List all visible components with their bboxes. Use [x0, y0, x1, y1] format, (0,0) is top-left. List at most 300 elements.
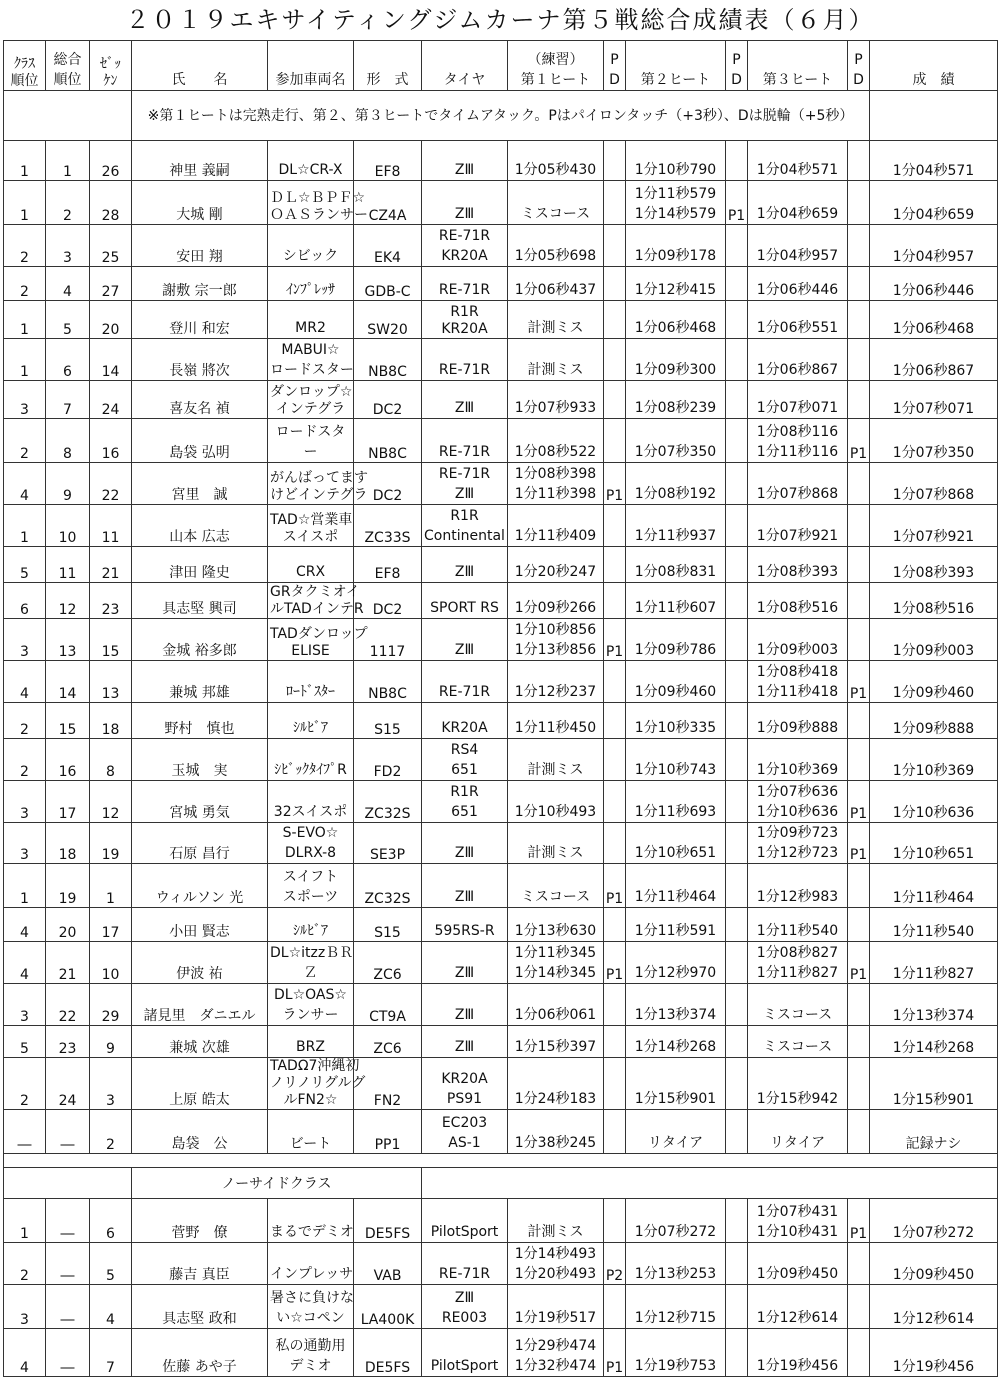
penalty2-cell [726, 463, 748, 505]
model-cell: NB8C [354, 339, 422, 381]
header-model: 形 式 [354, 41, 422, 91]
model-cell: S15 [354, 908, 422, 942]
heat2-cell: リタイア [626, 1110, 726, 1154]
tire-cell: R1R Continental [422, 505, 508, 547]
bib-cell: 10 [90, 942, 132, 984]
heat2-cell: 1分12秒970 [626, 942, 726, 984]
class-rank-cell: 3 [4, 619, 46, 661]
bib-cell: 20 [90, 301, 132, 339]
result-cell: 1分14秒268 [870, 1026, 998, 1058]
heat1-cell: 1分07秒933 [508, 381, 604, 419]
penalty2-cell [726, 547, 748, 583]
result-cell: 1分13秒374 [870, 984, 998, 1026]
table-row [4, 301, 998, 339]
model-cell: DC2 [354, 583, 422, 619]
result-cell: 1分15秒901 [870, 1058, 998, 1110]
overall-rank-cell: 24 [46, 1058, 90, 1110]
overall-rank-cell: 9 [46, 463, 90, 505]
heat1-cell: 1分05秒698 [508, 225, 604, 267]
heat3-cell: 1分07秒636 1分10秒636 [748, 781, 848, 823]
class-rank-cell: ― [4, 1110, 46, 1154]
heat2-cell: 1分11秒607 [626, 583, 726, 619]
bib-cell: 5 [90, 1243, 132, 1285]
tire-cell: RE-71R [422, 267, 508, 301]
heat1-cell: 計測ミス [508, 739, 604, 781]
penalty2-cell [726, 739, 748, 781]
car-name-cell: ＤＬ☆ＢＰＦ☆ ＯＡＳランサー [268, 181, 354, 225]
heat1-cell: 1分29秒474 1分32秒474 [508, 1329, 604, 1377]
penalty3-cell [848, 381, 870, 419]
model-cell: EF8 [354, 547, 422, 583]
table-row [4, 823, 998, 864]
bib-cell: 7 [90, 1329, 132, 1377]
tire-cell: RE-71R [422, 339, 508, 381]
class-rank-cell: 2 [4, 1243, 46, 1285]
class-rank-cell: 3 [4, 1285, 46, 1329]
heat3-cell: 1分04秒571 [748, 141, 848, 181]
penalty3-cell [848, 619, 870, 661]
tire-cell: RE-71R [422, 419, 508, 463]
tire-cell: ZⅢ [422, 381, 508, 419]
overall-rank-cell: ― [46, 1110, 90, 1154]
heat3-cell: ミスコース [748, 1026, 848, 1058]
penalty1-cell [604, 1110, 626, 1154]
model-cell: NB8C [354, 661, 422, 703]
bib-cell: 18 [90, 703, 132, 739]
bib-cell: 1 [90, 864, 132, 908]
car-name-cell: ｼﾋﾞｯｸﾀｲﾌﾟR [268, 739, 354, 781]
heat3-cell: 1分04秒659 [748, 181, 848, 225]
heat3-cell: 1分04秒957 [748, 225, 848, 267]
model-cell: EK4 [354, 225, 422, 267]
table-row [4, 619, 998, 661]
model-cell: DE5FS [354, 1199, 422, 1243]
penalty2-cell [726, 1199, 748, 1243]
overall-rank-cell: 10 [46, 505, 90, 547]
name-cell: 安田 翔 [132, 225, 268, 267]
penalty2-cell [726, 267, 748, 301]
car-name-cell: 私の通勤用 デミオ [268, 1329, 354, 1377]
heat3-cell: 1分09秒003 [748, 619, 848, 661]
result-cell: 1分09秒003 [870, 619, 998, 661]
name-cell: 島袋 公 [132, 1110, 268, 1154]
name-cell: 野村 慎也 [132, 703, 268, 739]
penalty2-cell [726, 381, 748, 419]
tire-cell: RE-71R [422, 1243, 508, 1285]
table-row [4, 381, 998, 419]
penalty3-cell [848, 1329, 870, 1377]
name-cell: 宮里 誠 [132, 463, 268, 505]
penalty3-cell [848, 463, 870, 505]
heat3-cell: 1分12秒614 [748, 1285, 848, 1329]
result-cell: 1分04秒571 [870, 141, 998, 181]
penalty2-cell [726, 1026, 748, 1058]
overall-rank-cell: ― [46, 1329, 90, 1377]
result-cell: 1分07秒921 [870, 505, 998, 547]
page-title: ２０１９エキサイティングジムカーナ第５戦総合成績表（６月） [125, 6, 875, 34]
heat2-cell: 1分08秒831 [626, 547, 726, 583]
penalty1-cell: P1 [604, 864, 626, 908]
table-row [4, 739, 998, 781]
model-cell: SE3P [354, 823, 422, 864]
result-cell: 1分07秒350 [870, 419, 998, 463]
heat1-cell: 計測ミス [508, 1199, 604, 1243]
table-row [4, 781, 998, 823]
penalty2-cell [726, 1329, 748, 1377]
car-name-cell: ｲﾝﾌﾟﾚｯｻ [268, 267, 354, 301]
heat2-cell: 1分12秒715 [626, 1285, 726, 1329]
heat1-cell: 1分08秒522 [508, 419, 604, 463]
heat2-cell: 1分09秒178 [626, 225, 726, 267]
penalty3-cell: P1 [848, 823, 870, 864]
heat3-cell: 1分06秒867 [748, 339, 848, 381]
class-rank-cell: 1 [4, 1199, 46, 1243]
heat3-cell: 1分15秒942 [748, 1058, 848, 1110]
heat3-cell: 1分08秒827 1分11秒827 [748, 942, 848, 984]
tire-cell: ZⅢ [422, 823, 508, 864]
tire-cell: KR20A PS91 [422, 1058, 508, 1110]
result-cell: 1分12秒614 [870, 1285, 998, 1329]
name-cell: 上原 皓太 [132, 1058, 268, 1110]
result-cell: 1分06秒468 [870, 301, 998, 339]
table-row [4, 141, 998, 181]
name-cell: 謝敷 宗一郎 [132, 267, 268, 301]
name-cell: 兼城 邦雄 [132, 661, 268, 703]
table-row [4, 339, 998, 381]
result-cell: 1分09秒888 [870, 703, 998, 739]
result-cell: 記録ナシ [870, 1110, 998, 1154]
penalty2-cell [726, 1285, 748, 1329]
model-cell: ZC32S [354, 781, 422, 823]
bib-cell: 11 [90, 505, 132, 547]
heat3-cell: 1分08秒418 1分11秒418 [748, 661, 848, 703]
heat2-cell: 1分15秒901 [626, 1058, 726, 1110]
heat3-cell: 1分07秒431 1分10秒431 [748, 1199, 848, 1243]
penalty1-cell [604, 1026, 626, 1058]
model-cell: DC2 [354, 463, 422, 505]
car-name-cell: ダンロップ☆ インテグラ [268, 381, 354, 419]
overall-rank-cell: 13 [46, 619, 90, 661]
class-rank-cell: 4 [4, 942, 46, 984]
tire-cell: ZⅢ [422, 984, 508, 1026]
car-name-cell: TADダンロップ ELISE [268, 619, 354, 661]
result-cell: 1分06秒446 [870, 267, 998, 301]
tire-cell: SPORT RS [422, 583, 508, 619]
result-cell: 1分10秒369 [870, 739, 998, 781]
header-car: 参加車両名 [268, 41, 354, 91]
results-body-noside [4, 1199, 998, 1377]
heat3-cell: 1分06秒446 [748, 267, 848, 301]
result-cell: 1分07秒272 [870, 1199, 998, 1243]
heat1-cell: 計測ミス [508, 823, 604, 864]
class-rank-cell: 1 [4, 505, 46, 547]
heat3-cell: 1分12秒983 [748, 864, 848, 908]
car-name-cell: MABUI☆ ロードスター [268, 339, 354, 381]
header-tire: タイヤ [422, 41, 508, 91]
overall-rank-cell: ― [46, 1285, 90, 1329]
heat1-cell: 1分19秒517 [508, 1285, 604, 1329]
name-cell: 玉城 実 [132, 739, 268, 781]
notice-row [4, 91, 998, 141]
penalty3-cell: P1 [848, 661, 870, 703]
table-row [4, 1026, 998, 1058]
table-row [4, 181, 998, 225]
penalty3-cell [848, 703, 870, 739]
heat2-cell: 1分11秒464 [626, 864, 726, 908]
table-row [4, 463, 998, 505]
overall-rank-cell: 14 [46, 661, 90, 703]
overall-rank-cell: 23 [46, 1026, 90, 1058]
class-rank-cell: 1 [4, 181, 46, 225]
bib-cell: 28 [90, 181, 132, 225]
heat3-cell: ミスコース [748, 984, 848, 1026]
model-cell: FD2 [354, 739, 422, 781]
overall-rank-cell: 8 [46, 419, 90, 463]
penalty2-cell [726, 1110, 748, 1154]
penalty3-cell: P1 [848, 942, 870, 984]
penalty1-cell [604, 505, 626, 547]
penalty1-cell [604, 1199, 626, 1243]
model-cell: DE5FS [354, 1329, 422, 1377]
heat1-cell: 1分14秒493 1分20秒493 [508, 1243, 604, 1285]
heat2-cell: 1分11秒937 [626, 505, 726, 547]
header-heat1: （練習） 第１ヒート [508, 41, 604, 91]
heat3-cell: 1分10秒369 [748, 739, 848, 781]
penalty3-cell [848, 1243, 870, 1285]
table-row [4, 984, 998, 1026]
car-name-cell: がんばってます けどインテグラ [268, 463, 354, 505]
car-name-cell: ｼﾙﾋﾞｱ [268, 703, 354, 739]
penalty1-cell [604, 984, 626, 1026]
header-pd3: P D [848, 41, 870, 91]
heat1-cell: 1分15秒397 [508, 1026, 604, 1058]
overall-rank-cell: 2 [46, 181, 90, 225]
model-cell: GDB-C [354, 267, 422, 301]
header-overall-rank: 総合 順位 [46, 41, 90, 91]
name-cell: 大城 剛 [132, 181, 268, 225]
penalty2-cell: P1 [726, 181, 748, 225]
car-name-cell: BRZ [268, 1026, 354, 1058]
bib-cell: 23 [90, 583, 132, 619]
heat2-cell: 1分08秒239 [626, 381, 726, 419]
heat3-cell: 1分07秒921 [748, 505, 848, 547]
table-row [4, 505, 998, 547]
penalty3-cell [848, 739, 870, 781]
car-name-cell: まるでデミオ [268, 1199, 354, 1243]
penalty2-cell [726, 908, 748, 942]
bib-cell: 15 [90, 619, 132, 661]
penalty3-cell [848, 141, 870, 181]
model-cell: ZC6 [354, 942, 422, 984]
tire-cell: RS4 651 [422, 739, 508, 781]
bib-cell: 14 [90, 339, 132, 381]
class-rank-cell: 1 [4, 864, 46, 908]
car-name-cell: GRタクミオイ ルTADインテR [268, 583, 354, 619]
class-name: ノーサイドクラス [132, 1168, 422, 1199]
penalty1-cell [604, 1058, 626, 1110]
heat1-cell: 1分06秒061 [508, 984, 604, 1026]
penalty3-cell [848, 301, 870, 339]
model-cell: VAB [354, 1243, 422, 1285]
result-cell: 1分11秒827 [870, 942, 998, 984]
overall-rank-cell: 12 [46, 583, 90, 619]
model-cell: LA400K [354, 1285, 422, 1329]
heat1-cell: 1分09秒266 [508, 583, 604, 619]
bib-cell: 29 [90, 984, 132, 1026]
result-cell: 1分10秒636 [870, 781, 998, 823]
penalty2-cell [726, 141, 748, 181]
overall-rank-cell: 16 [46, 739, 90, 781]
heat2-cell: 1分07秒272 [626, 1199, 726, 1243]
tire-cell: RE-71R [422, 661, 508, 703]
model-cell: NB8C [354, 419, 422, 463]
overall-rank-cell: 3 [46, 225, 90, 267]
model-cell: ZC6 [354, 1026, 422, 1058]
heat3-cell: 1分06秒551 [748, 301, 848, 339]
heat2-cell: 1分08秒192 [626, 463, 726, 505]
heat2-cell: 1分09秒786 [626, 619, 726, 661]
section-noside [4, 1154, 998, 1199]
model-cell: DC2 [354, 381, 422, 419]
penalty2-cell [726, 1243, 748, 1285]
penalty2-cell [726, 419, 748, 463]
name-cell: 宮城 勇気 [132, 781, 268, 823]
car-name-cell: DL☆CR-X [268, 141, 354, 181]
class-rank-cell: 1 [4, 339, 46, 381]
table-row [4, 225, 998, 267]
model-cell: S15 [354, 703, 422, 739]
tire-cell: 595RS-R [422, 908, 508, 942]
penalty1-cell [604, 419, 626, 463]
name-cell: 兼城 次雄 [132, 1026, 268, 1058]
overall-rank-cell: 7 [46, 381, 90, 419]
model-cell: EF8 [354, 141, 422, 181]
bib-cell: 13 [90, 661, 132, 703]
penalty1-cell: P1 [604, 463, 626, 505]
bib-cell: 24 [90, 381, 132, 419]
penalty2-cell [726, 864, 748, 908]
class-rank-cell: 2 [4, 225, 46, 267]
class-rank-cell: 5 [4, 547, 46, 583]
penalty3-cell: P1 [848, 1199, 870, 1243]
penalty1-cell: P1 [604, 1329, 626, 1377]
overall-rank-cell: 20 [46, 908, 90, 942]
heat2-cell: 1分19秒753 [626, 1329, 726, 1377]
tire-cell: EC203 AS-1 [422, 1110, 508, 1154]
heat2-cell: 1分13秒374 [626, 984, 726, 1026]
bib-cell: 12 [90, 781, 132, 823]
table-row [4, 1058, 998, 1110]
result-cell: 1分04秒659 [870, 181, 998, 225]
heat1-cell: 1分13秒630 [508, 908, 604, 942]
penalty2-cell [726, 505, 748, 547]
name-cell: ウィルソン 光 [132, 864, 268, 908]
penalty1-cell: P1 [604, 942, 626, 984]
heat1-cell: 1分10秒493 [508, 781, 604, 823]
overall-rank-cell: 6 [46, 339, 90, 381]
heat3-cell: 1分11秒540 [748, 908, 848, 942]
penalty3-cell [848, 908, 870, 942]
bib-cell: 9 [90, 1026, 132, 1058]
heat1-cell: 1分10秒856 1分13秒856 [508, 619, 604, 661]
name-cell: 藤吉 真臣 [132, 1243, 268, 1285]
results-body [4, 91, 998, 1154]
class-rank-cell: 4 [4, 661, 46, 703]
overall-rank-cell: 15 [46, 703, 90, 739]
class-rank-cell: 2 [4, 419, 46, 463]
overall-rank-cell: ― [46, 1243, 90, 1285]
name-cell: 諸見里 ダニエル [132, 984, 268, 1026]
tire-cell: RE-71R ZⅢ [422, 463, 508, 505]
heat3-cell: 1分08秒393 [748, 547, 848, 583]
name-cell: 神里 義嗣 [132, 141, 268, 181]
heat3-cell: 1分19秒456 [748, 1329, 848, 1377]
header-result: 成 績 [870, 41, 998, 91]
tire-cell: ZⅢ [422, 864, 508, 908]
heat1-cell: 1分08秒398 1分11秒398 [508, 463, 604, 505]
heat2-cell: 1分11秒579 1分14秒579 [626, 181, 726, 225]
car-name-cell: 暑さに負けな い☆コペン [268, 1285, 354, 1329]
name-cell: 喜友名 禎 [132, 381, 268, 419]
heat1-cell: 1分06秒437 [508, 267, 604, 301]
car-name-cell: TAD☆営業車 スイスポ [268, 505, 354, 547]
car-name-cell: CRX [268, 547, 354, 583]
heat3-cell: 1分09秒888 [748, 703, 848, 739]
model-cell: PP1 [354, 1110, 422, 1154]
bib-cell: 26 [90, 141, 132, 181]
table-row [4, 864, 998, 908]
penalty2-cell [726, 339, 748, 381]
name-cell: 津田 隆史 [132, 547, 268, 583]
car-name-cell: S-EVO☆ DLRX-8 [268, 823, 354, 864]
bib-cell: 2 [90, 1110, 132, 1154]
table-row [4, 703, 998, 739]
class-rank-cell: 2 [4, 739, 46, 781]
result-cell: 1分11秒540 [870, 908, 998, 942]
class-rank-cell: 6 [4, 583, 46, 619]
penalty3-cell [848, 505, 870, 547]
heat1-cell: 1分05秒430 [508, 141, 604, 181]
result-cell: 1分11秒464 [870, 864, 998, 908]
name-cell: 伊波 祐 [132, 942, 268, 984]
tire-cell: ZⅢ [422, 547, 508, 583]
penalty1-cell: P1 [604, 619, 626, 661]
penalty2-cell [726, 703, 748, 739]
penalty1-cell: P2 [604, 1243, 626, 1285]
tire-cell: ZⅢ [422, 141, 508, 181]
penalty2-cell [726, 661, 748, 703]
name-cell: 菅野 僚 [132, 1199, 268, 1243]
model-cell: FN2 [354, 1058, 422, 1110]
car-name-cell: ロードスタ ー [268, 419, 354, 463]
car-name-cell: DL☆itzzＢＲ Ｚ [268, 942, 354, 984]
penalty3-cell [848, 339, 870, 381]
table-row [4, 661, 998, 703]
penalty1-cell [604, 739, 626, 781]
tire-cell: R1R 651 [422, 781, 508, 823]
overall-rank-cell: 1 [46, 141, 90, 181]
tire-cell: KR20A [422, 703, 508, 739]
name-cell: 山本 広志 [132, 505, 268, 547]
car-name-cell: TADΩ7沖縄初 ノリノリグルグ ルFN2☆ [268, 1058, 354, 1110]
model-cell: CZ4A [354, 181, 422, 225]
table-row [4, 942, 998, 984]
header-heat2: 第２ヒート [626, 41, 726, 91]
heat3-cell: 1分08秒116 1分11秒116 [748, 419, 848, 463]
bib-cell: 3 [90, 1058, 132, 1110]
penalty1-cell [604, 339, 626, 381]
tire-cell: R1R KR20A [422, 301, 508, 339]
